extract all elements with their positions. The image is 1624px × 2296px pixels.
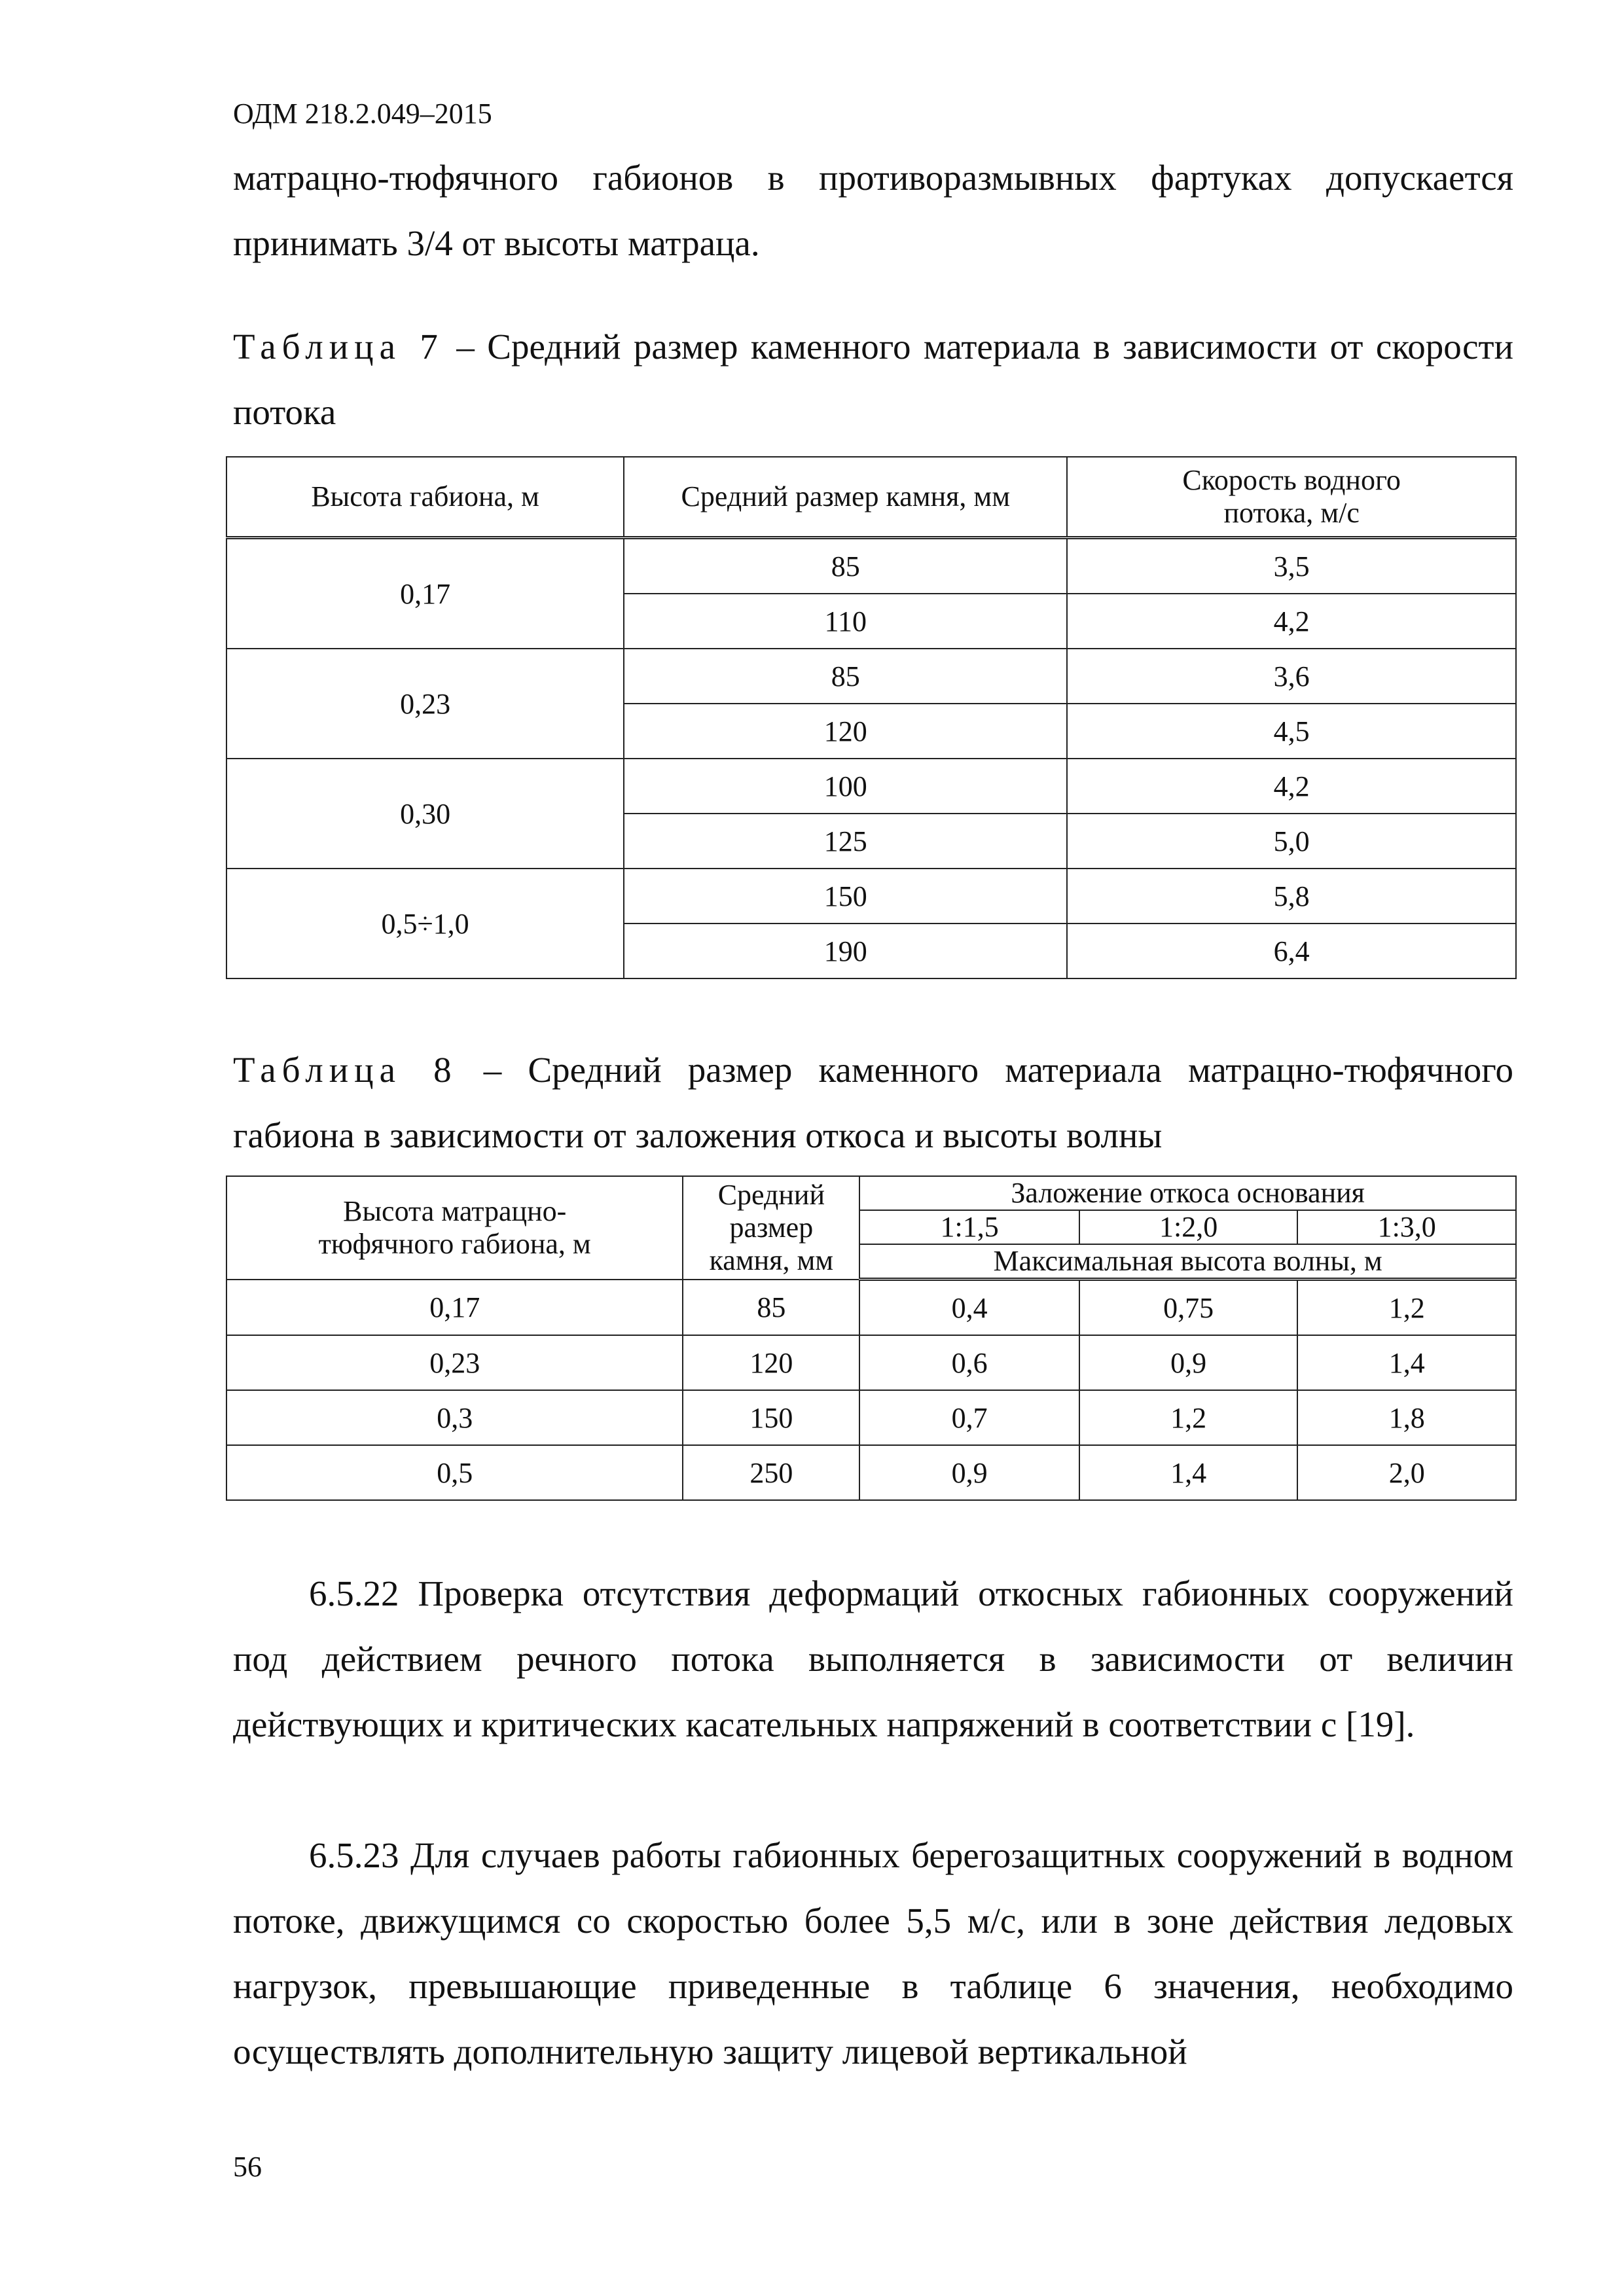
t8-height-cell: 0,23: [226, 1335, 683, 1390]
t7-velocity-cell: 6,4: [1067, 924, 1516, 978]
t8-wave-cell: 0,7: [859, 1390, 1079, 1445]
table8-caption-text: – Средний размер каменного материала матрацно-тюфячного габиона в зависимости от заложения откоса и высоты волны: [233, 1050, 1513, 1155]
table-7: [226, 456, 1517, 979]
t7-size-cell: 100: [624, 759, 1067, 814]
t7-header-velocity: Скорость водного потока, м/с: [1067, 457, 1516, 538]
t8-wave-cell: 2,0: [1297, 1445, 1516, 1500]
t7-size-cell: 110: [624, 594, 1067, 649]
t8-header-wave: Максимальная высота волны, м: [859, 1244, 1516, 1280]
t7-size-cell: 120: [624, 704, 1067, 759]
t7-velocity-cell: 4,5: [1067, 704, 1516, 759]
table-row: [226, 869, 1516, 924]
table7-caption-text: – Средний размер каменного материала в зависимости от скорости потока: [233, 327, 1513, 432]
paragraph-6-5-23: 6.5.23 Для случаев работы габионных берегозащитных сооружений в водном потоке, движущимся со скоростью более 5,5 м/с, или в зоне действия ледовых нагрузок, превышающие приведенные в таблице 6 значения, необходимо осуществлять дополнительную защиту лицевой вертикальной: [233, 1835, 1513, 2072]
t8-header-stone-size: Средний размер камня, мм: [683, 1176, 859, 1280]
table7-caption-label: Таблица 7: [233, 327, 444, 367]
t8-wave-cell: 0,6: [859, 1335, 1079, 1390]
t8-size-cell: 150: [683, 1390, 859, 1445]
table8-caption-label: Таблица 8: [233, 1050, 458, 1090]
t7-size-cell: 190: [624, 924, 1067, 978]
table-8: [226, 1175, 1517, 1501]
t7-size-cell: 85: [624, 538, 1067, 594]
t8-height-cell: 0,17: [226, 1280, 683, 1336]
t7-size-cell: 150: [624, 869, 1067, 924]
t8-slope-2: 1:2,0: [1079, 1210, 1298, 1244]
t8-slope-1: 1:1,5: [859, 1210, 1079, 1244]
t7-velocity-cell: 5,0: [1067, 814, 1516, 869]
t8-slope-3: 1:3,0: [1297, 1210, 1516, 1244]
t7-header-height: Высота габиона, м: [226, 457, 624, 538]
t7-velocity-cell: 3,5: [1067, 538, 1516, 594]
table-row: [226, 1280, 1516, 1336]
table-row: [226, 1390, 1516, 1445]
t7-height-cell: 0,23: [226, 649, 624, 759]
t8-header-height: Высота матрацно-тюфячного габиона, м: [226, 1176, 683, 1280]
t8-size-cell: 250: [683, 1445, 859, 1500]
t7-size-cell: 85: [624, 649, 1067, 704]
t7-velocity-cell: 3,6: [1067, 649, 1516, 704]
table7-caption: [233, 314, 1513, 445]
t8-wave-cell: 0,9: [859, 1445, 1079, 1500]
t8-size-cell: 85: [683, 1280, 859, 1336]
t7-height-cell: 0,5÷1,0: [226, 869, 624, 978]
t7-height-cell: 0,17: [226, 538, 624, 649]
t8-wave-cell: 0,75: [1079, 1280, 1298, 1336]
t8-wave-cell: 1,4: [1297, 1335, 1516, 1390]
document-code-header: ОДМ 218.2.049–2015: [233, 98, 492, 130]
table-row: [226, 1335, 1516, 1390]
t8-height-cell: 0,5: [226, 1445, 683, 1500]
t7-height-cell: 0,30: [226, 759, 624, 869]
t7-velocity-cell: 5,8: [1067, 869, 1516, 924]
paragraph-6-5-22: 6.5.22 Проверка отсутствия деформаций откосных габионных сооружений под действием речного потока выполняется в зависимости от величин действующих и критических касательных напряжений в соответствии с [19].: [233, 1573, 1513, 1744]
t8-wave-cell: 0,9: [1079, 1335, 1298, 1390]
t8-wave-cell: 1,8: [1297, 1390, 1516, 1445]
t8-wave-cell: 0,4: [859, 1280, 1079, 1336]
table-row: [226, 759, 1516, 814]
table-row: [226, 649, 1516, 704]
table-row: [226, 538, 1516, 594]
t8-size-cell: 120: [683, 1335, 859, 1390]
page-number: 56: [233, 2151, 262, 2183]
t8-wave-cell: 1,4: [1079, 1445, 1298, 1500]
t7-velocity-cell: 4,2: [1067, 759, 1516, 814]
t7-size-cell: 125: [624, 814, 1067, 869]
table8-caption: [233, 1037, 1513, 1168]
t7-header-stone-size: Средний размер камня, мм: [624, 457, 1067, 538]
t8-wave-cell: 1,2: [1079, 1390, 1298, 1445]
table-row: [226, 1445, 1516, 1500]
t8-height-cell: 0,3: [226, 1390, 683, 1445]
intro-paragraph: матрацно-тюфячного габионов в противоразмывных фартуках допускается принимать 3/4 от высоты матраца.: [233, 158, 1513, 263]
t8-wave-cell: 1,2: [1297, 1280, 1516, 1336]
t7-velocity-cell: 4,2: [1067, 594, 1516, 649]
t8-header-slope: Заложение откоса основания: [859, 1176, 1516, 1210]
